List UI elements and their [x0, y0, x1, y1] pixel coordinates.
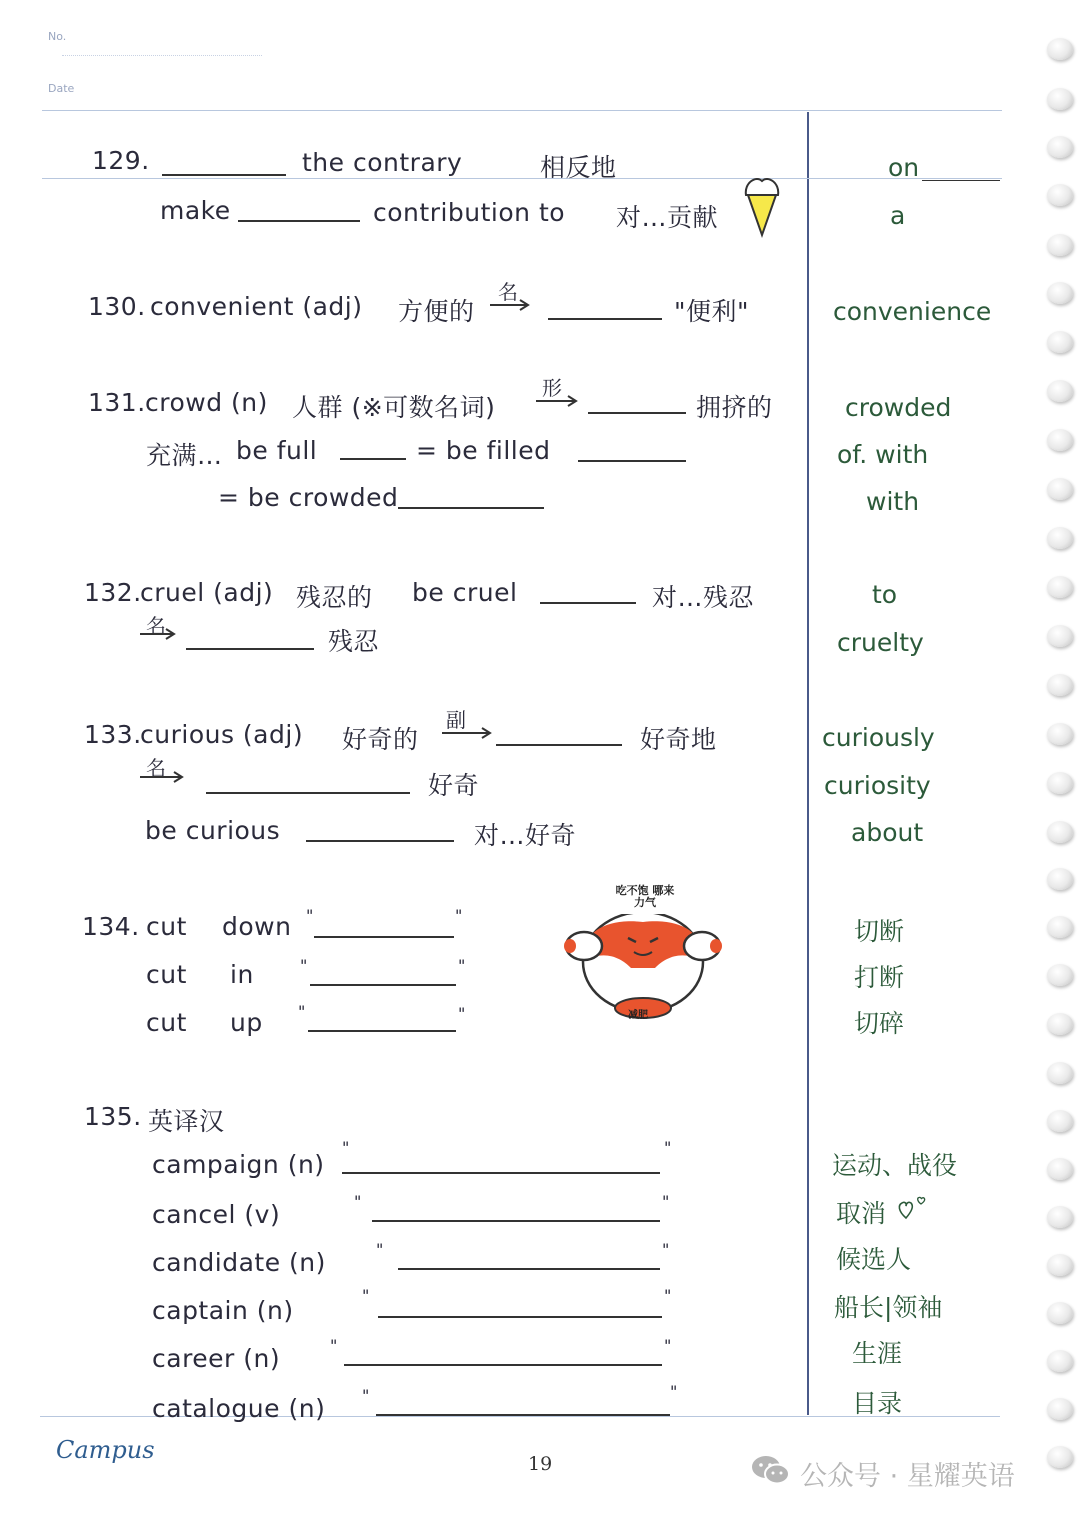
heart-doodle-icon — [896, 1196, 930, 1222]
answer-133-2: curiosity — [824, 771, 931, 800]
answer-134-2: 打断 — [854, 963, 905, 992]
arrow-icon — [488, 298, 532, 312]
answer-135-5: 生涯 — [852, 1339, 903, 1368]
close-quote: " — [458, 956, 466, 975]
answer-131-2: of. with — [837, 440, 929, 469]
answer-132-1: to — [872, 580, 898, 609]
blank-135f — [376, 1414, 670, 1416]
arrow-icon — [138, 627, 178, 641]
close-quote: " — [670, 1382, 678, 1401]
close-quote: " — [664, 1336, 672, 1355]
answer-131-3: with — [866, 487, 920, 516]
blank-133b — [206, 792, 410, 794]
item-132-word: cruel (adj) — [140, 578, 274, 607]
item-131-line3: = be crowded — [218, 483, 399, 512]
blank-129a — [162, 174, 286, 176]
item-133-number: 133. — [84, 720, 142, 749]
item-134-number: 134. — [82, 912, 140, 941]
answer-129-2: a — [890, 201, 906, 230]
item-135-word-6: catalogue (n) — [152, 1394, 326, 1423]
item-135-word-3: candidate (n) — [152, 1248, 326, 1277]
answer-133-3: about — [851, 818, 924, 847]
open-quote: " — [362, 1386, 370, 1405]
answer-133-1: curiously — [822, 723, 935, 752]
item-132-gloss: 对…残忍 — [652, 583, 755, 612]
item-133-gloss3: 对…好奇 — [474, 821, 577, 850]
answer-129-1: on — [888, 153, 920, 182]
item-132-phrase: be cruel — [412, 578, 518, 607]
item-133-gloss2: 好奇 — [428, 771, 480, 800]
close-quote: " — [458, 1004, 466, 1023]
blank-130 — [548, 318, 662, 320]
blank-135c — [398, 1268, 660, 1270]
item-135-word-1: campaign (n) — [152, 1150, 325, 1179]
item-135-word-4: captain (n) — [152, 1296, 294, 1325]
blank-134b — [310, 984, 456, 986]
answer-132-2: cruelty — [837, 628, 924, 657]
open-quote: " — [330, 1336, 338, 1355]
page-number: 19 — [528, 1453, 553, 1475]
header-rule — [62, 55, 262, 56]
item-132-meaning: 残忍的 — [296, 583, 373, 612]
item-132-number: 132. — [84, 578, 142, 607]
item-134-verb-2: cut — [146, 960, 187, 989]
sticker-caption-bottom: 减肥 — [628, 1010, 648, 1021]
item-134-verb-1: cut — [146, 912, 187, 941]
item-129-phrase: the contrary — [302, 148, 463, 177]
blank-135a — [342, 1172, 660, 1174]
item-133-meaning: 好奇的 — [342, 725, 419, 754]
date-label: Date — [48, 82, 75, 95]
close-quote: " — [664, 1138, 672, 1157]
blank-131d — [398, 507, 544, 509]
item-129-number: 129. — [92, 146, 150, 175]
item-130-gloss: "便利" — [674, 297, 749, 326]
item-133-gloss: 好奇地 — [640, 725, 717, 754]
item-134-verb-3: cut — [146, 1008, 187, 1037]
item-131-line2-a: be full — [236, 436, 318, 465]
blank-135e — [344, 1364, 662, 1366]
item-129-meaning2: 对…贡献 — [616, 203, 719, 232]
item-129-make: make — [160, 196, 231, 225]
item-133-arrow-label: 副 — [446, 708, 466, 732]
sticker-caption-top: 吃不饱 哪来力气 — [615, 884, 675, 909]
open-quote: " — [306, 906, 314, 925]
item-134-particle-3: up — [230, 1008, 263, 1037]
close-quote: " — [455, 906, 463, 925]
item-134-particle-2: in — [230, 960, 254, 989]
top-rule — [42, 110, 1002, 111]
no-label: No. — [48, 30, 67, 43]
rule-129 — [42, 178, 1002, 179]
answer-130: convenience — [833, 297, 992, 326]
answer-135-1: 运动、战役 — [832, 1151, 958, 1180]
item-130-meaning: 方便的 — [398, 297, 475, 326]
blank-134c — [308, 1030, 456, 1032]
blank-131c — [578, 460, 686, 462]
item-131-arrow-label: 形 — [542, 376, 562, 400]
close-quote: " — [662, 1192, 670, 1211]
item-131-number: 131. — [88, 388, 146, 417]
item-131-meaning: 人群 (※可数名词) — [292, 393, 496, 422]
blank-135d — [378, 1316, 662, 1318]
open-quote: " — [342, 1138, 350, 1157]
item-130-word: convenient (adj) — [150, 292, 363, 321]
open-quote: " — [298, 1002, 306, 1021]
wechat-icon — [750, 1452, 792, 1488]
item-133-phrase: be curious — [145, 816, 281, 845]
item-131-gloss: 拥挤的 — [696, 393, 773, 422]
blank-131b — [340, 458, 406, 460]
blank-129b — [238, 220, 360, 222]
item-131-line2-eq: = be filled — [416, 436, 551, 465]
blank-132a — [540, 602, 636, 604]
item-132-arrow-label: 名 — [146, 614, 166, 638]
blank-133c — [306, 840, 454, 842]
close-quote: " — [664, 1286, 672, 1305]
answer-135-4: 船长|领袖 — [834, 1293, 943, 1322]
item-130-number: 130. — [88, 292, 146, 321]
item-133-word: curious (adj) — [140, 720, 304, 749]
open-quote: " — [362, 1286, 370, 1305]
item-131-line2-cn: 充满… — [146, 441, 223, 470]
blank-134a — [314, 936, 454, 938]
arrow-icon — [534, 394, 580, 408]
arrow-icon — [440, 726, 494, 740]
answer-135-3: 候选人 — [836, 1245, 912, 1274]
item-130-arrow-label: 名 — [498, 280, 518, 304]
open-quote: " — [300, 956, 308, 975]
answer-134-3: 切碎 — [854, 1009, 905, 1038]
item-135-title: 英译汉 — [148, 1107, 225, 1136]
open-quote: " — [376, 1240, 384, 1259]
item-135-word-5: career (n) — [152, 1344, 281, 1373]
ice-cream-icon — [742, 173, 782, 239]
item-135-word-2: cancel (v) — [152, 1200, 281, 1229]
brand-logo: Campus — [56, 1436, 155, 1464]
blank-133a — [496, 744, 622, 746]
item-134-particle-1: down — [222, 912, 292, 941]
blank-135b — [372, 1220, 660, 1222]
open-quote: " — [354, 1192, 362, 1211]
item-129-meaning: 相反地 — [540, 153, 617, 182]
answer-134-1: 切断 — [854, 917, 905, 946]
answer-135-6: 目录 — [852, 1389, 903, 1418]
item-131-word: crowd (n) — [145, 388, 268, 417]
answer-rule — [922, 180, 1000, 181]
watermark: 公众号 · 星耀英语 — [800, 1461, 1015, 1492]
blank-132b — [186, 648, 314, 650]
answer-131-1: crowded — [845, 393, 952, 422]
item-129-phrase2: contribution to — [373, 198, 566, 227]
close-quote: " — [662, 1240, 670, 1259]
item-133-arrow-label2: 名 — [146, 756, 166, 780]
column-divider — [807, 112, 809, 1415]
blank-131a — [588, 412, 686, 414]
answer-135-2: 取消 — [836, 1199, 887, 1228]
arrow-icon — [138, 770, 186, 784]
item-132-gloss2: 残忍 — [328, 627, 380, 656]
item-135-number: 135. — [84, 1102, 142, 1131]
